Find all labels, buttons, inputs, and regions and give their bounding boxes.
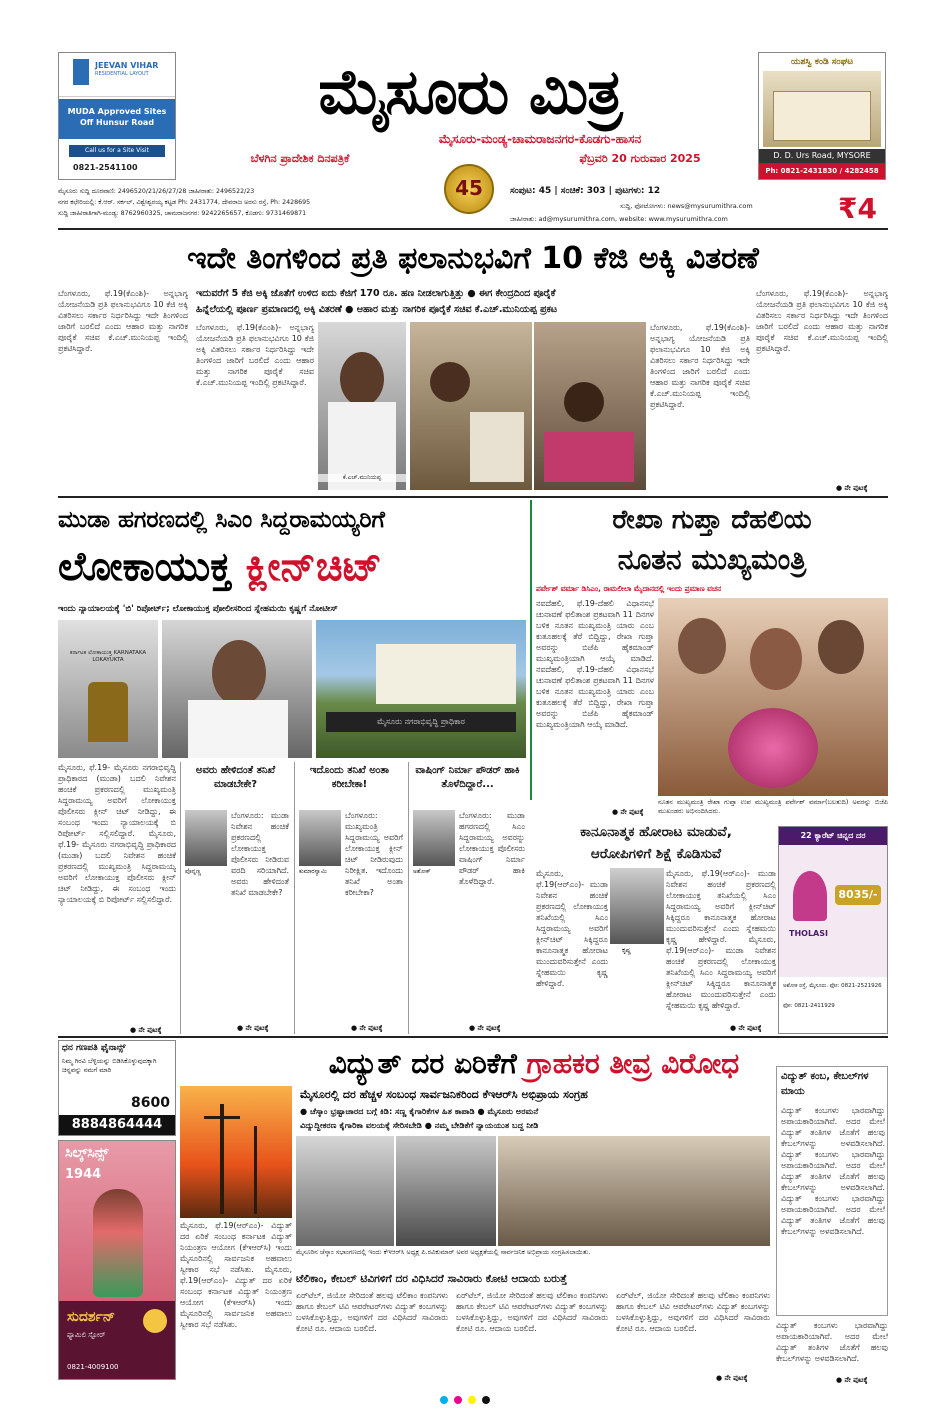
ad-yashaswi[interactable] bbox=[758, 52, 886, 180]
pages: ಪುಟಗಳು: 12 bbox=[615, 186, 661, 196]
lead-continued[interactable]: ● ನೇ ಪುಟಕ್ಕೆ bbox=[836, 484, 868, 492]
silk-phone: 0821-4009100 bbox=[67, 1363, 119, 1371]
ad-cta[interactable]: Call us for a Site Visit bbox=[69, 145, 165, 157]
power-headline-b: ಗ್ರಾಹಕರ ತೀವ್ರ ವಿರೋಧ bbox=[526, 1047, 740, 1080]
power-bullets2: ವಿದ್ಯುದ್ದೀಕರಣ ಕೈಗಾರಿಕಾ ವಲಯಕ್ಕೆ ಸೇರಿಸಬೇಡಿ ● ನಮ್ಮ ಬೇಡಿಕೆಗೆ ನ್ಯಾಯಯುತ ಬದ್ಧ ನೀಡಿ bbox=[300, 1120, 539, 1130]
legal-body-text-2: ಮೈಸೂರು, ಫೆ.19(ಆರ್‌ಎಂ)- ಮುಡಾ ನಿವೇಶನ ಹಂಚಿಕೆ ಪ್ರಕರಣದಲ್ಲಿ ಲೋಕಾಯುಕ್ತ ತನಿಖೆಯಲ್ಲಿ ಸಿಎಂ ಸಿದ್ದರಾಮಯ್ಯ ಅವರಿಗೆ ಕ್ಲೀನ್‌ಚಿಟ್ ಸಿಕ್ಕಿದ್ದರೂ ಕಾನೂನಾತ್ಮಕ ಹೋರಾಟ ಮುಂದುವರಿಸುತ್ತೇನೆ ಎಂದು ಸ್ನೇಹಮಯಿ ಕೃಷ್ಣ ಹೇಳಿದ್ದಾರೆ. bbox=[666, 869, 776, 944]
muda-headline2 bbox=[58, 538, 526, 596]
ad-sub: RESIDENTIAL LAYOUT bbox=[95, 71, 149, 77]
showroom-photo bbox=[763, 71, 881, 147]
quote-box-1 bbox=[180, 762, 290, 1034]
lead-photo-minister bbox=[318, 322, 406, 490]
quote2-title: ಇದೊಂದು ತನಿಖೆ ಅಂತಾ ಕರೀಬೇಕಾ! bbox=[309, 765, 390, 790]
quote1-title: ಅವರು ಹೇಳಿದಂತೆ ತನಿಖೆ ಮಾಡಬೇಕೇ? bbox=[195, 765, 276, 790]
masthead-title: ಮೈಸೂರು ಮಿತ್ರ bbox=[318, 55, 622, 128]
delhi-headline1: ರೇಖಾ ಗುಪ್ತಾ ದೆಹಲಿಯ bbox=[612, 505, 812, 535]
muda-headline-lokayukta: ಲೋಕಾಯುಕ್ತ bbox=[58, 544, 232, 590]
legal-headline1: ಕಾನೂನಾತ್ಮಕ ಹೋರಾಟ ಮಾಡುವೆ, bbox=[580, 824, 732, 840]
delhi-continued[interactable]: ● ನೇ ಪುಟಕ್ಕೆ bbox=[612, 808, 644, 816]
lead-body-2: ಬೆಂಗಳೂರು, ಫೆ.19(ಕೆಎಂಶಿ)- ಅನ್ನಭಾಗ್ಯ ಯೋಜನೆಯಡಿ ಪ್ರತಿ ಫಲಾನುಭವಿಗೂ 10 ಕೆಜಿ ಅಕ್ಕಿ ವಿತರಿಸಲು ಸರ್ಕಾರ ನಿರ್ಧರಿಸಿದ್ದು ಇದೇ ತಿಂಗಳಿಂದ ಜಾರಿಗೆ ಬರಲಿದೆ ಎಂದು ಆಹಾರ ಮತ್ತು ನಾಗರಿಕ ಪೂರೈಕೆ ಸಚಿವ ಕೆ.ಎಚ್.ಮುನಿಯಪ್ಪ ಇಂದಿಲ್ಲಿ ಪ್ರಕಟಿಸಿದ್ದಾರೆ. bbox=[196, 323, 314, 387]
ad-tholasi[interactable] bbox=[778, 826, 888, 1034]
lead-photo-rice bbox=[410, 322, 532, 490]
ad-brand: JEEVAN VIHAR bbox=[95, 61, 159, 70]
power-headline-a: ವಿದ್ಯುತ್ ದರ ಏರಿಕೆಗೆ bbox=[328, 1047, 517, 1080]
muda-body-text: ಮೈಸೂರು, ಫೆ.19- ಮೈಸೂರು ನಗರಾಭಿವೃದ್ಧಿ ಪ್ರಾಧಿಕಾರದ (ಮುಡಾ) ಬದಲಿ ನಿವೇಶನ ಹಂಚಿಕೆ ಪ್ರಕರಣದಲ್ಲಿ ಮುಖ್ಯಮಂತ್ರಿ ಸಿದ್ದರಾಮಯ್ಯ ಅವರಿಗೆ ಲೋಕಾಯುಕ್ತ ಪೊಲೀಸರು ಕ್ಲೀನ್ ಚಿಟ್ ನೀಡಿದ್ದು, ಈ ಸಂಬಂಧ ಇಂದು ನ್ಯಾಯಾಲಯಕ್ಕೆ ಬಿ ರಿಪೋರ್ಟ್ ಸಲ್ಲಿಸಲಿದ್ದಾರೆ. bbox=[58, 763, 176, 838]
issue: ಸಂಚಿಕೆ: 303 bbox=[560, 186, 606, 196]
tholasi-brand: THOLASI bbox=[789, 929, 828, 938]
ganapathi-num1: 8600 bbox=[131, 1095, 170, 1111]
masthead-regions: ಮೈಸೂರು-ಮಂಡ್ಯ-ಚಾಮರಾಜನಗರ-ಕೊಡಗು-ಹಾಸನ bbox=[438, 132, 642, 146]
tholasi-phone2: ಫೋ: 0821-2411929 bbox=[783, 1003, 835, 1009]
tholasi-logo-icon bbox=[793, 871, 827, 921]
muda-headline-cleanchit: ಕ್ಲೀನ್‌ಚಿಟ್ bbox=[245, 544, 382, 590]
muda-body-text-2: ಮೈಸೂರು, ಫೆ.19- ಮೈಸೂರು ನಗರಾಭಿವೃದ್ಧಿ ಪ್ರಾಧಿಕಾರದ (ಮುಡಾ) ಬದಲಿ ನಿವೇಶನ ಹಂಚಿಕೆ ಪ್ರಕರಣದಲ್ಲಿ ಮುಖ್ಯಮಂತ್ರಿ ಸಿದ್ದರಾಮಯ್ಯ ಅವರಿಗೆ ಲೋಕಾಯುಕ್ತ ಪೊಲೀಸರು ಕ್ಲೀನ್ ಚಿಟ್ ನೀಡಿದ್ದು, ಈ ಸಂಬಂಧ ಇಂದು ನ್ಯಾಯಾಲಯಕ್ಕೆ ಬಿ ರಿಪೋರ್ಟ್ ಸಲ್ಲಿಸಲಿದ್ದಾರೆ. bbox=[58, 829, 176, 904]
quote3-name: ಅಶೋಕ್ bbox=[413, 868, 431, 875]
quote-box-2 bbox=[294, 762, 404, 1034]
lead-headline: ಇದೇ ತಿಂಗಳಿಂದ ಪ್ರತಿ ಫಲಾನುಭವಿಗೆ 10 ಕೆಜಿ ಅಕ್ಕಿ ವಿತರಣೆ bbox=[187, 241, 759, 276]
power-sub: ಮೈಸೂರಲ್ಲಿ ದರ ಹೆಚ್ಚಳ ಸಂಬಂಧ ಸಾರ್ವಜನಿಕರಿಂದ ಕೆಇಆರ್‌ಸಿ ಅಭಿಪ್ರಾಯ ಸಂಗ್ರಹ bbox=[300, 1088, 588, 1101]
ganapathi-title: ಧನ ಗಣಪತಿ ಫೈನಾನ್ಸ್ bbox=[62, 1043, 126, 1053]
power-body-text-2: ಮೈಸೂರು, ಫೆ.19(ಆರ್‌ಎಂ)- ವಿದ್ಯುತ್ ದರ ಏರಿಕೆ ಸಂಬಂಧ ಕರ್ನಾಟಕ ವಿದ್ಯುತ್ ನಿಯಂತ್ರಣ ಆಯೋಗ (ಕೆಇಆರ್‌ಸಿ) ಇಂದು ಮೈಸೂರಿನಲ್ಲಿ ಸಾರ್ವಜನಿಕ ಅಹವಾಲು ಸ್ವೀಕಾರ ಸಭೆ ನಡೆಸಿತು. bbox=[180, 1265, 292, 1329]
power-body-text: ಮೈಸೂರು, ಫೆ.19(ಆರ್‌ಎಂ)- ವಿದ್ಯುತ್ ದರ ಏರಿಕೆ ಸಂಬಂಧ ಕರ್ನಾಟಕ ವಿದ್ಯುತ್ ನಿಯಂತ್ರಣ ಆಯೋಗ (ಕೆಇಆರ್‌ಸಿ) ಇಂದು ಮೈಸೂರಿನಲ್ಲಿ ಸಾರ್ವಜನಿಕ ಅಹವಾಲು ಸ್ವೀಕಾರ ಸಭೆ ನಡೆಸಿತು. bbox=[180, 1221, 292, 1274]
quote2-name: ಕುಮಾರಸ್ವಾಮಿ bbox=[299, 868, 327, 875]
quote2-continued[interactable]: ● ನೇ ಪುಟಕ್ಕೆ bbox=[351, 1024, 383, 1032]
delhi-body-text: ನವದೆಹಲಿ, ಫೆ.19-ದೆಹಲಿ ವಿಧಾನಸಭೆ ಚುನಾವಣೆ ಫಲಿತಾಂಶ ಪ್ರಕಟವಾಗಿ 11 ದಿನಗಳ ಬಳಿಕ ನೂತನ ಮುಖ್ಯಮಂತ್ರಿ ಯಾರು ಎಂಬ ಕುತೂಹಲಕ್ಕೆ ತೆರೆ ಬಿದ್ದಿದ್ದು, ರೇಖಾ ಗುಪ್ತಾ ಅವರನ್ನು ಬಿಜೆಪಿ ಹೈಕಮಾಂಡ್ ಮುಖ್ಯಮಂತ್ರಿಯಾಗಿ ಆಯ್ಕೆ ಮಾಡಿದೆ. bbox=[536, 599, 654, 663]
tholasi-title: 22 ಕ್ಯಾರೆಟ್ ಚಿನ್ನದ ದರ bbox=[779, 827, 887, 845]
delhi-body bbox=[536, 598, 654, 798]
quote1-photo bbox=[185, 810, 227, 866]
lead-sub2: ಹಿನ್ನೆಲೆಯಲ್ಲಿ ಪೂರ್ಣ ಪ್ರಮಾಣದಲ್ಲಿ ಅಕ್ಕಿ ವಿತರಣೆ ● ಆಹಾರ ಮತ್ತು ನಾಗರಿಕ ಪೂರೈಕೆ ಸಚಿವ ಕೆ.ಎಚ್.ಮುನಿಯಪ್ಪ ಪ್ರಕಟ bbox=[196, 304, 558, 315]
delhi-headline2: ನೂತನ ಮುಖ್ಯಮಂತ್ರಿ bbox=[617, 543, 807, 576]
cable-box bbox=[776, 1066, 888, 1316]
quote2-text: ಬೆಂಗಳೂರು: ಮುಖ್ಯಮಂತ್ರಿ ಸಿದ್ದರಾಮಯ್ಯ ಅವರಿಗೆ ಲೋಕಾಯುಕ್ತ ಕ್ಲೀನ್ ಚಿಟ್ ನೀಡಿರುವುದು ನಿರೀಕ್ಷಿತ. ಇದೊಂದು ತನಿಖೆ ಅಂತಾ ಕರೀಬೇಕಾ? bbox=[345, 811, 403, 897]
legal-body-2 bbox=[666, 868, 776, 1034]
silk-sun-icon bbox=[143, 1309, 167, 1333]
quote3-title: ವಾಷಿಂಗ್ ನಿರ್ಮಾ ಪೌಡರ್ ಹಾಕಿ ತೊಳೆದಿದ್ದಾರೆ... bbox=[415, 765, 520, 790]
quote3-continued[interactable]: ● ನೇ ಪುಟಕ್ಕೆ bbox=[469, 1024, 501, 1032]
tower-icon bbox=[220, 1104, 224, 1214]
delhi-body-text-2: ನವದೆಹಲಿ, ಫೆ.19-ದೆಹಲಿ ವಿಧಾನಸಭೆ ಚುನಾವಣೆ ಫಲಿತಾಂಶ ಪ್ರಕಟವಾಗಿ 11 ದಿನಗಳ ಬಳಿಕ ನೂತನ ಮುಖ್ಯಮಂತ್ರಿ ಯಾರು ಎಂಬ ಕುತೂಹಲಕ್ಕೆ ತೆರೆ ಬಿದ್ದಿದ್ದು, ರೇಖಾ ಗುಪ್ತಾ ಅವರನ್ನು ಬಿಜೆಪಿ ಹೈಕಮಾಂಡ್ ಮುಖ್ಯಮಂತ್ರಿಯಾಗಿ ಆಯ್ಕೆ ಮಾಡಿದೆ. bbox=[536, 665, 654, 729]
lead-column-3 bbox=[650, 322, 750, 494]
kerc-photo-1 bbox=[296, 1136, 394, 1246]
cable-body-text-3: ವಿದ್ಯುತ್ ಕಂಬಗಳು ಭಾರವಾಗಿದ್ದು ಅಪಾಯಕಾರಿಯಾಗಿವೆ. ಅದರ ಮೇಲೆ ವಿದ್ಯುತ್ ತಂತಿಗಳ ಜೊತೆಗೆ ಹಲವು ಕೇಬಲ್‌ಗಳನ್ನು ಅಳವಡಿಸಲಾಗಿದೆ. bbox=[781, 1194, 885, 1236]
legal-body-text-3: ಮೈಸೂರು, ಫೆ.19(ಆರ್‌ಎಂ)- ಮುಡಾ ನಿವೇಶನ ಹಂಚಿಕೆ ಪ್ರಕರಣದಲ್ಲಿ ಲೋಕಾಯುಕ್ತ ತನಿಖೆಯಲ್ಲಿ ಸಿಎಂ ಸಿದ್ದರಾಮಯ್ಯ ಅವರಿಗೆ ಕ್ಲೀನ್‌ಚಿಟ್ ಸಿಕ್ಕಿದ್ದರೂ ಕಾನೂನಾತ್ಮಕ ಹೋರಾಟ ಮುಂದುವರಿಸುತ್ತೇನೆ ಎಂದು ಸ್ನೇಹಮಯಿ ಕೃಷ್ಣ ಹೇಳಿದ್ದಾರೆ. bbox=[666, 935, 776, 1010]
contact-line2: ನಗರ ಕಛೇರಿಯಲ್ಲಿ: ಕೆ.ಆರ್. ಸರ್ಕಲ್, ವಿಶ್ವೇಶ್ವರಯ್ಯ ಕಟ್ಟಡ Ph: 2431774, ದೇವರಾಜ ಅರಸು ರಸ್ತೆ, Ph: 2428695 bbox=[58, 199, 311, 206]
muda-delhi-divider bbox=[530, 500, 532, 800]
anniversary-number: 45 bbox=[455, 176, 483, 200]
price: ₹4 bbox=[838, 192, 877, 225]
power-bullets1: ● ಚೆಸ್ಕಾಂ ಭ್ರಷ್ಟಾಚಾರದ ಬಗ್ಗೆ ಕಿಡಿ: ಸಣ್ಣ ಕೈಗಾರಿಕೆಗಳ ಹಿತ ಕಾಪಾಡಿ ● ಮೈಸೂರು ಅರಮನೆ bbox=[300, 1106, 539, 1116]
ganapathi-body: ನಿಮ್ಮ ಗಿರವಿ ಬೆಳ್ಳಿಯನ್ನು ಬಿಡಿಸಿಕೊಳ್ಳುವುದಕ್ಕಾಗಿ ಚಿನ್ನವನ್ನು ನಮಗೆ ಮಾರಿ bbox=[62, 1057, 157, 1074]
masthead-tagline: ಬೆಳಗಿನ ಪ್ರಾದೇಶಿಕ ದಿನಪತ್ರಿಕೆ bbox=[250, 152, 350, 165]
ad-ganapathi[interactable] bbox=[58, 1040, 176, 1136]
muda-office-photo bbox=[316, 620, 526, 758]
ad-silk[interactable] bbox=[58, 1140, 176, 1380]
power-tower-photo bbox=[180, 1086, 292, 1218]
legal-continued[interactable]: ● ನೇ ಪುಟಕ್ಕೆ bbox=[730, 1024, 762, 1032]
quote2-photo bbox=[299, 810, 341, 866]
muda-headline1: ಮುಡಾ ಹಗರಣದಲ್ಲಿ ಸಿಎಂ ಸಿದ್ದರಾಮಯ್ಯರಿಗೆ bbox=[58, 507, 385, 533]
quote1-continued[interactable]: ● ನೇ ಪುಟಕ್ಕೆ bbox=[237, 1024, 269, 1032]
telecom-headline: ಟೆಲಿಕಾಂ, ಕೇಬಲ್ ಟಿವಿಗಳಿಗೆ ದರ ವಿಧಿಸಿದರೆ ಸಾವಿರಾರು ಕೋಟಿ ಆದಾಯ ಬರುತ್ತೆ bbox=[296, 1273, 568, 1285]
ad-right-brand: ಯಶಸ್ವಿ ಕಂಡಿ ಸಂಘಟ bbox=[790, 57, 854, 67]
telecom-body-3: ಏರ್‌ಟೆಲ್, ಜಿಯೋ ಸೇರಿದಂತೆ ಹಲವು ಟೆಲಿಕಾಂ ಕಂಪನಿಗಳು ಹಾಗೂ ಕೇಬಲ್ ಟಿವಿ ಆಪರೇಟರ್‌ಗಳು ವಿದ್ಯುತ್ ಕಂಬಗಳನ್ನು ಬಳಸಿಕೊಳ್ಳುತ್ತಿದ್ದು, ಅವುಗಳಿಗೆ ದರ ವಿಧಿಸಿದರೆ ಸಾವಿರಾರು ಕೋಟಿ ರೂ. ಆದಾಯ ಬರಲಿದೆ. bbox=[616, 1291, 770, 1333]
kerc-photo-2 bbox=[396, 1136, 496, 1246]
quote1-name: ಪೊನ್ನಣ್ಣ bbox=[185, 868, 201, 875]
lead-sub1: ಇದುವರೆಗೆ 5 ಕೆಜಿ ಅಕ್ಕಿ ಜೊತೆಗೆ ಉಳಿದ ಐದು ಕೆಜಿಗೆ 170 ರೂ. ಹಣ ನೀಡಲಾಗುತ್ತಿತ್ತು ● ಈಗ ಕೇಂದ್ರದಿಂದ ಪೂರೈಕೆ bbox=[196, 288, 556, 299]
cable-body bbox=[781, 1105, 885, 1311]
muda-sub: ಇಂದು ನ್ಯಾಯಾಲಯಕ್ಕೆ 'ಬಿ' ರಿಪೋರ್ಟ್; ಲೋಕಾಯುಕ್ತ ಪೋಲೀಸರಿಂದ ಸ್ನೇಹಮಯಿ ಕೃಷ್ಣಗೆ ನೋಟೀಸ್ bbox=[58, 604, 338, 614]
contact-line1: ಮೈಸೂರು ಸುದ್ದಿ ದೂರವಾಣಿ: 2496520/21/26/27/28 ಜಾಹೀರಾತು: 2496522/23 bbox=[58, 188, 255, 195]
lead-photo-caption: ಕೆ.ಎಚ್.ಮುನಿಯಪ್ಪ bbox=[318, 474, 406, 482]
cable-headline: ವಿದ್ಯುತ್ ಕಂಬ, ಕೇಬಲ್‌ಗಳ ಮಾಯ bbox=[781, 1071, 869, 1097]
lead-column-4 bbox=[756, 288, 888, 484]
tholasi-rate: 8035/- bbox=[835, 885, 881, 905]
telecom-body-2: ಏರ್‌ಟೆಲ್, ಜಿಯೋ ಸೇರಿದಂತೆ ಹಲವು ಟೆಲಿಕಾಂ ಕಂಪನಿಗಳು ಹಾಗೂ ಕೇಬಲ್ ಟಿವಿ ಆಪರೇಟರ್‌ಗಳು ವಿದ್ಯುತ್ ಕಂಬಗಳನ್ನು ಬಳಸಿಕೊಳ್ಳುತ್ತಿದ್ದು, ಅವುಗಳಿಗೆ ದರ ವಿಧಿಸಿದರೆ ಸಾವಿರಾರು ಕೋಟಿ ರೂ. ಆದಾಯ ಬರಲಿದೆ. bbox=[456, 1291, 608, 1333]
ad-headline1: MUDA Approved Sites bbox=[67, 107, 167, 116]
ad-jeevan-vihar[interactable] bbox=[58, 52, 176, 180]
cable-body-lower-text: ವಿದ್ಯುತ್ ಕಂಬಗಳು ಭಾರವಾಗಿದ್ದು ಅಪಾಯಕಾರಿಯಾಗಿವೆ. ಅದರ ಮೇಲೆ ವಿದ್ಯುತ್ ತಂತಿಗಳ ಜೊತೆಗೆ ಹಲವು ಕೇಬಲ್‌ಗಳನ್ನು ಅಳವಡಿಸಲಾಗಿದೆ. bbox=[776, 1321, 888, 1363]
telecom-continued[interactable]: ● ನೇ ಪುಟಕ್ಕೆ bbox=[716, 1374, 748, 1382]
news-email: ಸುದ್ದಿ, ಫೋಟೋಗಳು: news@mysurumithra.com bbox=[620, 202, 753, 210]
masthead-divider bbox=[58, 228, 888, 230]
lokayukta-emblem-icon bbox=[88, 682, 128, 742]
contact-line3: ಸುದ್ದಿ ಜಾಹೀರಾತಿಗಾಗಿ-ಮಂಡ್ಯ: 8762960325, ಚಾಮರಾಜನಗರ: 9242265657, ಕೊಡಗು: 9731469871 bbox=[58, 210, 307, 217]
cable-body-text: ವಿದ್ಯುತ್ ಕಂಬಗಳು ಭಾರವಾಗಿದ್ದು ಅಪಾಯಕಾರಿಯಾಗಿವೆ. ಅದರ ಮೇಲೆ ವಿದ್ಯುತ್ ತಂತಿಗಳ ಜೊತೆಗೆ ಹಲವು ಕೇಬಲ್‌ಗಳನ್ನು ಅಳವಡಿಸಲಾಗಿದೆ. bbox=[781, 1106, 885, 1148]
muda-sign: ಮೈಸೂರು ನಗರಾಭಿವೃದ್ಧಿ ಪ್ರಾಧಿಕಾರ bbox=[326, 712, 516, 732]
silk-sub: ಫ್ಯಾಮಿಲಿ ಸ್ಟೋರ್ bbox=[67, 1331, 106, 1339]
silk-brand: ಸುದರ್ಶನ್ bbox=[67, 1309, 116, 1325]
lead-photo-distribution bbox=[534, 322, 646, 490]
silk-year: 1944 bbox=[65, 1167, 102, 1182]
ad-email: ಜಾಹೀರಾತು: ad@mysurumithra.com, website: www.mysurumithra.com bbox=[510, 215, 728, 223]
legal-headline2: ಆರೋಪಿಗಳಿಗೆ ಶಿಕ್ಷೆ ಕೊಡಿಸುವೆ bbox=[590, 846, 722, 862]
legal-body-text: ಮೈಸೂರು, ಫೆ.19(ಆರ್‌ಎಂ)- ಮುಡಾ ನಿವೇಶನ ಹಂಚಿಕೆ ಪ್ರಕರಣದಲ್ಲಿ ಲೋಕಾಯುಕ್ತ ತನಿಖೆಯಲ್ಲಿ ಸಿಎಂ ಸಿದ್ದರಾಮಯ್ಯ ಅವರಿಗೆ ಕ್ಲೀನ್‌ಚಿಟ್ ಸಿಕ್ಕಿದ್ದರೂ ಕಾನೂನಾತ್ಮಕ ಹೋರಾಟ ಮುಂದುವರಿಸುತ್ತೇನೆ ಎಂದು ಸ್ನೇಹಮಯಿ ಕೃಷ್ಣ ಹೇಳಿದ್ದಾರೆ. bbox=[536, 869, 608, 988]
silk-title: ಸಿಲ್ಕ್‌ಸಿನ್ಸ್ bbox=[65, 1145, 109, 1161]
ad-phone: 0821-2541100 bbox=[73, 163, 138, 172]
legal-photo bbox=[610, 868, 664, 944]
lokayukta-sign: ಕರ್ನಾಟಕ ಲೋಕಾಯುಕ್ತ KARNATAKA LOKAYUKTA bbox=[69, 650, 147, 663]
telecom-col-3 bbox=[616, 1290, 770, 1384]
cm-photo bbox=[162, 620, 312, 758]
volume-info: ಸಂಪುಟ: 45 | ಸಂಚಿಕೆ: 303 | ಪುಟಗಳು: 12 bbox=[510, 186, 661, 196]
volume: ಸಂಪುಟ: 45 bbox=[510, 186, 552, 196]
cable-body-lower bbox=[776, 1320, 888, 1376]
masthead-date: ಫೆಬ್ರವರಿ 20 ಗುರುವಾರ 2025 bbox=[579, 152, 701, 165]
quote1-text: ಬೆಂಗಳೂರು: ಮುಡಾ ನಿವೇಶನ ಹಂಚಿಕೆ ಪ್ರಕರಣದಲ್ಲಿ ಲೋಕಾಯುಕ್ತ ಪೊಲೀಸರು ನೀಡಿರುವ ವರದಿ ಸರಿಯಾಗಿದೆ. ಅವರು ಹೇಳಿದಂತೆ ತನಿಖೆ ಮಾಡಬೇಕೇ? bbox=[231, 811, 289, 897]
lead-body-3: ಬೆಂಗಳೂರು, ಫೆ.19(ಕೆಎಂಶಿ)- ಅನ್ನಭಾಗ್ಯ ಯೋಜನೆಯಡಿ ಪ್ರತಿ ಫಲಾನುಭವಿಗೂ 10 ಕೆಜಿ ಅಕ್ಕಿ ವಿತರಿಸಲು ಸರ್ಕಾರ ನಿರ್ಧರಿಸಿದ್ದು ಇದೇ ತಿಂಗಳಿಂದ ಜಾರಿಗೆ ಬರಲಿದೆ ಎಂದು ಆಹಾರ ಮತ್ತು ನಾಗರಿಕ ಪೂರೈಕೆ ಸಚಿವ ಕೆ.ಎಚ್.ಮುನಿಯಪ್ಪ ಇಂದಿಲ್ಲಿ ಪ್ರಕಟಿಸಿದ್ದಾರೆ. bbox=[650, 323, 750, 409]
building-icon bbox=[73, 59, 89, 85]
lead-column-1 bbox=[58, 288, 188, 494]
quote-box-3 bbox=[408, 762, 526, 1034]
anniversary-badge bbox=[432, 162, 506, 224]
lead-column-2 bbox=[196, 322, 314, 494]
muda-continued[interactable]: ● ನೇ ಪುಟಕ್ಕೆ bbox=[130, 1026, 162, 1034]
telecom-col-1 bbox=[296, 1290, 448, 1384]
bouquet-icon bbox=[728, 708, 818, 788]
telecom-body-1: ಏರ್‌ಟೆಲ್, ಜಿಯೋ ಸೇರಿದಂತೆ ಹಲವು ಟೆಲಿಕಾಂ ಕಂಪನಿಗಳು ಹಾಗೂ ಕೇಬಲ್ ಟಿವಿ ಆಪರೇಟರ್‌ಗಳು ವಿದ್ಯುತ್ ಕಂಬಗಳನ್ನು ಬಳಸಿಕೊಳ್ಳುತ್ತಿದ್ದು, ಅವುಗಳಿಗೆ ದರ ವಿಧಿಸಿದರೆ ಸಾವಿರಾರು ಕೋಟಿ ರೂ. ಆದಾಯ ಬರಲಿದೆ. bbox=[296, 1291, 448, 1333]
lead-body-4: ಬೆಂಗಳೂರು, ಫೆ.19(ಕೆಎಂಶಿ)- ಅನ್ನಭಾಗ್ಯ ಯೋಜನೆಯಡಿ ಪ್ರತಿ ಫಲಾನುಭವಿಗೂ 10 ಕೆಜಿ ಅಕ್ಕಿ ವಿತರಿಸಲು ಸರ್ಕಾರ ನಿರ್ಧರಿಸಿದ್ದು ಇದೇ ತಿಂಗಳಿಂದ ಜಾರಿಗೆ ಬರಲಿದೆ ಎಂದು ಆಹಾರ ಮತ್ತು ನಾಗರಿಕ ಪೂರೈಕೆ ಸಚಿವ ಕೆ.ಎಚ್.ಮುನಿಯಪ್ಪ ಇಂದಿಲ್ಲಿ ಪ್ರಕಟಿಸಿದ್ದಾರೆ. bbox=[756, 289, 888, 353]
power-caption: ಮೈಸೂರಿನ ಚೆಸ್ಕಾಂ ಸಭಾಂಗಣದಲ್ಲಿ ಇಂದು ಕೆಇಆರ್‌ಸಿ ಅಧ್ಯಕ್ಷ ಪಿ.ರವಿಕುಮಾರ್ ಅವರ ಅಧ್ಯಕ್ಷತೆಯಲ್ಲಿ ಸಾರ್ವಜನಿಕ ಅಭಿಪ್ರಾಯ ಸಂಗ್ರಹಿಸಲಾಯಿತು. bbox=[296, 1248, 591, 1256]
quote3-photo bbox=[413, 810, 455, 866]
ad-headline2: Off Hunsur Road bbox=[79, 118, 155, 127]
registration-marks bbox=[440, 1396, 506, 1406]
model-photo bbox=[93, 1189, 143, 1297]
lead-dateline: ಬೆಂಗಳೂರು, ಫೆ.19(ಕೆಎಂಶಿ)- ಅನ್ನಭಾಗ್ಯ ಯೋಜನೆಯಡಿ ಪ್ರತಿ ಫಲಾನುಭವಿಗೂ 10 ಕೆಜಿ ಅಕ್ಕಿ ವಿತರಿಸಲು ಸರ್ಕಾರ ನಿರ್ಧರಿಸಿದ್ದು ಇದೇ ತಿಂಗಳಿಂದ ಜಾರಿಗೆ ಬರಲಿದೆ ಎಂದು ಆಹಾರ ಮತ್ತು ನಾಗರಿಕ ಪೂರೈಕೆ ಸಚಿವ ಕೆ.ಎಚ್.ಮುನಿಯಪ್ಪ ಇಂದಿಲ್ಲಿ ಪ್ರಕಟಿಸಿದ್ದಾರೆ. bbox=[58, 289, 188, 353]
cable-continued[interactable]: ● ನೇ ಪುಟಕ್ಕೆ bbox=[836, 1376, 868, 1384]
mid-divider bbox=[58, 1036, 888, 1038]
kerc-photo-3 bbox=[498, 1136, 770, 1246]
delhi-sub: ಪರ್ವೇಶ್ ವರ್ಮಾ ಡಿಸಿಎಂ, ರಾಮಲೀಲಾ ಮೈದಾನದಲ್ಲಿ ಇಂದು ಪ್ರಮಾಣ ವಚನ bbox=[536, 584, 722, 593]
muda-body bbox=[58, 762, 176, 1034]
cable-body-text-2: ವಿದ್ಯುತ್ ಕಂಬಗಳು ಭಾರವಾಗಿದ್ದು ಅಪಾಯಕಾರಿಯಾಗಿವೆ. ಅದರ ಮೇಲೆ ವಿದ್ಯುತ್ ತಂತಿಗಳ ಜೊತೆಗೆ ಹಲವು ಕೇಬಲ್‌ಗಳನ್ನು ಅಳವಡಿಸಲಾಗಿದೆ. bbox=[781, 1150, 885, 1192]
ad-right-address: D. D. Urs Road, MYSORE bbox=[759, 149, 885, 163]
contact-strip bbox=[58, 186, 428, 222]
delhi-photo bbox=[658, 598, 888, 796]
quote3-text: ಬೆಂಗಳೂರು: ಮುಡಾ ಹಗರಣದಲ್ಲಿ ಸಿಎಂ ಸಿದ್ದರಾಮಯ್ಯ ಅವರನ್ನು ಲೋಕಾಯುಕ್ತ ಪೊಲೀಸರು ವಾಷಿಂಗ್ ನಿರ್ಮಾ ಪೌಡರ್ ಹಾಕಿ ತೊಳೆದಿದ್ದಾರೆ. bbox=[459, 811, 525, 886]
ad-right-phone: Ph: 0821-2431830 / 4282458 bbox=[759, 163, 885, 179]
ganapathi-num2: 8884864444 bbox=[59, 1115, 175, 1135]
tholasi-address: ಅಶೋಕ ರಸ್ತೆ, ಮೈಸೂರು. ಫೋ: 0821-2521926 bbox=[783, 983, 882, 989]
legal-body bbox=[536, 868, 608, 1034]
legal-name: ಕೃಷ್ಣ bbox=[622, 946, 632, 954]
telecom-col-2 bbox=[456, 1290, 608, 1384]
power-body bbox=[180, 1220, 292, 1384]
lokayukta-photo bbox=[58, 620, 158, 758]
delhi-caption: ನೂತನ ಮುಖ್ಯಮಂತ್ರಿ ರೇಖಾ ಗುಪ್ತಾ ಉಪ ಮುಖ್ಯಮಂತ್ರಿ ಪರ್ವೇಶ್ ವರ್ಮಾ(ಬಲತುದಿ) ಅವರನ್ನು ಬಿಜೆಪಿ ಮುಖಂಡರು ಅಭಿನಂದಿಸಿದರು. bbox=[658, 798, 888, 815]
lead-divider bbox=[58, 496, 888, 498]
